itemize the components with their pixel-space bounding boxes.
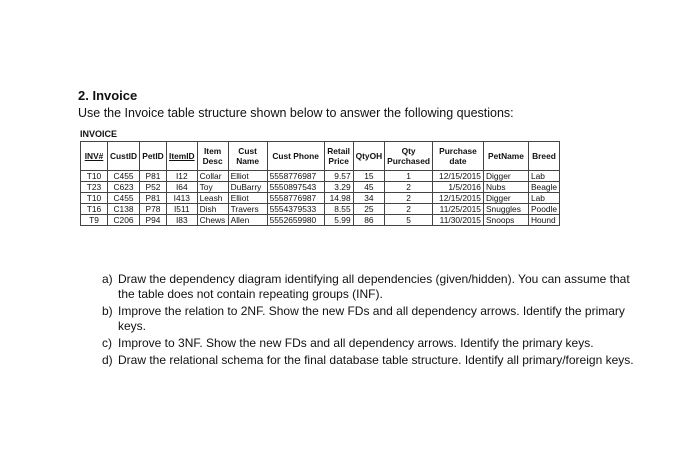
cell-qtyoh: 34	[353, 193, 385, 204]
cell-itemid: I413	[167, 193, 198, 204]
cell-cust-phone: 5550897543	[267, 182, 324, 193]
cell-breed: Lab	[528, 193, 559, 204]
cell-petid: P81	[140, 171, 167, 182]
table-row	[81, 204, 560, 215]
cell-retail-price: 3.29	[324, 182, 353, 193]
cell-qtyoh: 25	[353, 204, 385, 215]
col-header-retail-price: Retail Price	[324, 142, 353, 171]
cell-inv: T16	[81, 204, 108, 215]
cell-purchase-date: 12/15/2015	[432, 193, 483, 204]
cell-item-desc: Chews	[197, 215, 228, 226]
section-heading: 2. Invoice	[78, 88, 138, 103]
cell-petid: P81	[140, 193, 167, 204]
cell-retail-price: 5.99	[324, 215, 353, 226]
cell-cust-name: Allen	[228, 215, 267, 226]
question-text: Improve the relation to 2NF. Show the new FDs and all dependency arrows. Identify the primary keys.	[118, 304, 625, 333]
cell-retail-price: 9.57	[324, 171, 353, 182]
cell-qty-purchased: 5	[385, 215, 433, 226]
question-marker: b)	[102, 304, 113, 318]
cell-inv: T9	[81, 215, 108, 226]
cell-custid: C455	[108, 171, 140, 182]
question-item	[102, 336, 642, 351]
cell-inv: T23	[81, 182, 108, 193]
table-row	[81, 182, 560, 193]
cell-item-desc: Collar	[197, 171, 228, 182]
cell-petid: P78	[140, 204, 167, 215]
col-header-breed: Breed	[528, 142, 559, 171]
cell-petname: Nubs	[483, 182, 528, 193]
col-header-petname: PetName	[483, 142, 528, 171]
cell-cust-name: DuBarry	[228, 182, 267, 193]
invoice-table	[80, 141, 560, 226]
cell-qty-purchased: 1	[385, 171, 433, 182]
table-row	[81, 171, 560, 182]
cell-qtyoh: 45	[353, 182, 385, 193]
cell-cust-phone: 5558776987	[267, 171, 324, 182]
cell-custid: C623	[108, 182, 140, 193]
cell-cust-name: Travers	[228, 204, 267, 215]
col-header-qtyoh: QtyOH	[353, 142, 385, 171]
cell-itemid: I83	[167, 215, 198, 226]
cell-petname: Snuggles	[483, 204, 528, 215]
cell-qtyoh: 86	[353, 215, 385, 226]
question-list	[102, 272, 642, 370]
cell-petid: P52	[140, 182, 167, 193]
col-header-qty-purchased: Qty Purchased	[385, 142, 433, 171]
cell-cust-phone: 5554379533	[267, 204, 324, 215]
table-label: INVOICE	[80, 129, 118, 139]
col-header-item-desc: Item Desc	[197, 142, 228, 171]
cell-cust-phone: 5552659980	[267, 215, 324, 226]
cell-petname: Digger	[483, 171, 528, 182]
table-header-row	[81, 142, 560, 171]
cell-item-desc: Leash	[197, 193, 228, 204]
cell-inv: T10	[81, 171, 108, 182]
cell-custid: C455	[108, 193, 140, 204]
cell-purchase-date: 12/15/2015	[432, 171, 483, 182]
table-row	[81, 215, 560, 226]
cell-petname: Digger	[483, 193, 528, 204]
col-header-custid: CustID	[108, 142, 140, 171]
cell-qty-purchased: 2	[385, 182, 433, 193]
cell-cust-name: Elliot	[228, 193, 267, 204]
cell-qty-purchased: 2	[385, 204, 433, 215]
question-item	[102, 272, 642, 302]
cell-cust-name: Elliot	[228, 171, 267, 182]
question-marker: a)	[102, 272, 113, 286]
cell-itemid: I511	[167, 204, 198, 215]
cell-qtyoh: 15	[353, 171, 385, 182]
cell-qty-purchased: 2	[385, 193, 433, 204]
cell-retail-price: 8.55	[324, 204, 353, 215]
col-header-cust-phone: Cust Phone	[267, 142, 324, 171]
question-item	[102, 304, 642, 334]
question-text: Improve to 3NF. Show the new FDs and all dependency arrows. Identify the primary keys.	[118, 336, 594, 350]
cell-retail-price: 14.98	[324, 193, 353, 204]
col-header-purchase-date: Purchase date	[432, 142, 483, 171]
cell-custid: C138	[108, 204, 140, 215]
cell-cust-phone: 5558776987	[267, 193, 324, 204]
col-header-cust-name: Cust Name	[228, 142, 267, 171]
cell-custid: C206	[108, 215, 140, 226]
cell-purchase-date: 11/30/2015	[432, 215, 483, 226]
question-item	[102, 353, 642, 368]
cell-itemid: I12	[167, 171, 198, 182]
table-row	[81, 193, 560, 204]
question-text: Draw the relational schema for the final database table structure. Identify all primary/foreign keys.	[118, 353, 634, 367]
cell-petname: Snoops	[483, 215, 528, 226]
cell-item-desc: Toy	[197, 182, 228, 193]
col-header-itemid: ItemID	[167, 142, 198, 171]
question-marker: c)	[102, 336, 112, 350]
cell-petid: P94	[140, 215, 167, 226]
cell-breed: Beagle	[528, 182, 559, 193]
cell-purchase-date: 11/25/2015	[432, 204, 483, 215]
cell-breed: Poodle	[528, 204, 559, 215]
question-marker: d)	[102, 353, 113, 367]
intro-text: Use the Invoice table structure shown below to answer the following questions:	[78, 106, 514, 120]
cell-itemid: I64	[167, 182, 198, 193]
col-header-inv: INV#	[81, 142, 108, 171]
cell-breed: Lab	[528, 171, 559, 182]
cell-item-desc: Dish	[197, 204, 228, 215]
col-header-petid: PetID	[140, 142, 167, 171]
question-text: Draw the dependency diagram identifying all dependencies (given/hidden). You can assume that the table does not contain repeating groups (INF).	[118, 272, 630, 301]
cell-breed: Hound	[528, 215, 559, 226]
cell-inv: T10	[81, 193, 108, 204]
cell-purchase-date: 1/5/2016	[432, 182, 483, 193]
